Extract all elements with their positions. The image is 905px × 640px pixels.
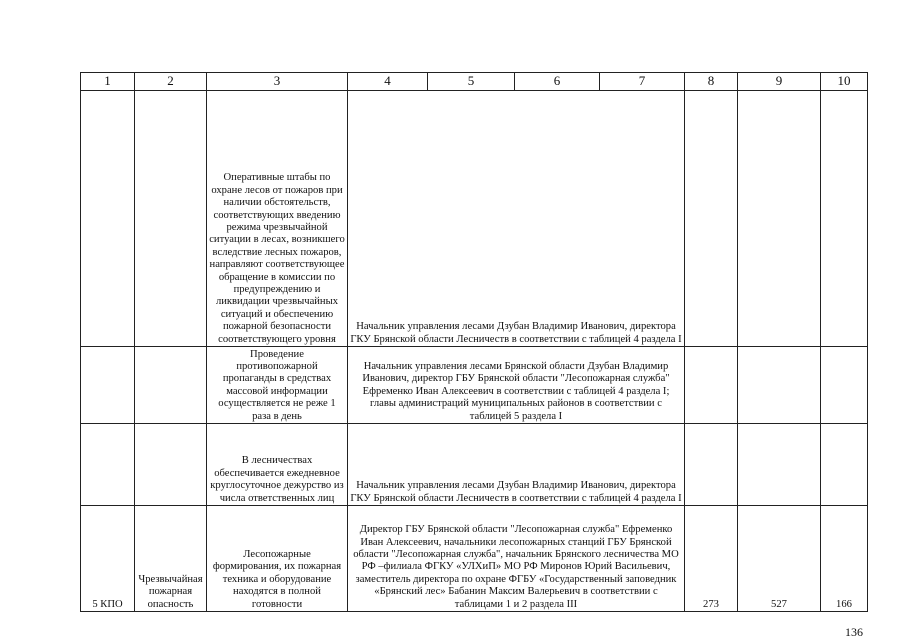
header-cell: 10 (821, 73, 868, 91)
measure-cell: Проведение противопожарной пропаганды в средствах массовой информации осуществляется не реже 1 раза в день (207, 347, 348, 424)
responsible-cell: Начальник управления лесами Брянской области Дзубан Владимир Иванович, директор ГБУ Брянской области "Лесопожарная служба" Ефременко Иван Алексеевич в соответствии с таблицей 4 раздела I; главы администраций муниципальных районов в соответствии с таблицей 5 раздела I (348, 347, 685, 424)
header-cell: 2 (135, 73, 207, 91)
measure-cell: Оперативные штабы по охране лесов от пожаров при наличии обстоятельств, соответствующих введению режима чрезвычайной ситуации в лесах, возникшего вследствие лесных пожаров, направляют соответствующее обращение в комиссии по предупреждению и ликвидации чрезвычайных ситуаций и обеспечению пожарной безопасности соответствующего уровня (207, 91, 348, 347)
value-cell (685, 424, 738, 506)
value-cell: 527 (738, 506, 821, 612)
fire-class-cell (135, 91, 207, 347)
value-cell: 273 (685, 506, 738, 612)
value-cell (685, 91, 738, 347)
fire-class-cell (135, 347, 207, 424)
value-cell (738, 91, 821, 347)
value-cell (821, 347, 868, 424)
fire-class-cell: Чрезвычайная пожарная опасность (135, 506, 207, 612)
value-cell (738, 347, 821, 424)
value-cell (821, 424, 868, 506)
zone-cell (81, 424, 135, 506)
table-row (81, 424, 868, 506)
measure-cell: Лесопожарные формирования, их пожарная техника и оборудование находятся в полной готовности (207, 506, 348, 612)
table-row (81, 91, 868, 347)
fire-class-cell (135, 424, 207, 506)
header-cell: 1 (81, 73, 135, 91)
value-cell (738, 424, 821, 506)
value-cell: 166 (821, 506, 868, 612)
zone-cell (81, 91, 135, 347)
zone-cell (81, 347, 135, 424)
table-row (81, 506, 868, 612)
header-cell: 7 (600, 73, 685, 91)
header-row (81, 73, 868, 91)
fire-plan-table (80, 72, 868, 612)
table-row (81, 347, 868, 424)
header-cell: 6 (515, 73, 600, 91)
header-cell: 9 (738, 73, 821, 91)
value-cell (685, 347, 738, 424)
value-cell (821, 91, 868, 347)
header-cell: 5 (428, 73, 515, 91)
header-cell: 3 (207, 73, 348, 91)
zone-cell: 5 КПО (81, 506, 135, 612)
header-cell: 4 (348, 73, 428, 91)
page-number: 136 (845, 625, 863, 639)
responsible-cell: Начальник управления лесами Дзубан Владимир Иванович, директора ГКУ Брянской области Лесничеств в соответствии с таблицей 4 раздела I (348, 424, 685, 506)
responsible-cell: Директор ГБУ Брянской области "Лесопожарная служба" Ефременко Иван Алексеевич, начальники лесопожарных станций ГБУ Брянской области "Лесопожарная служба", начальник Брянского лесничества МО РФ –филиала ФГКУ «УЛХиП» МО РФ Миронов Юрий Васильевич, заместитель директора по охране ФГБУ «Государственный заповедник «Брянский лес» Бабанин Максим Валерьевич в соответствии с таблицами 1 и 2 раздела III (348, 506, 685, 612)
header-cell: 8 (685, 73, 738, 91)
measure-cell: В лесничествах обеспечивается ежедневное круглосуточное дежурство из числа ответственных лиц (207, 424, 348, 506)
responsible-cell: Начальник управления лесами Дзубан Владимир Иванович, директора ГКУ Брянской области Лесничеств в соответствии с таблицей 4 раздела I (348, 91, 685, 347)
